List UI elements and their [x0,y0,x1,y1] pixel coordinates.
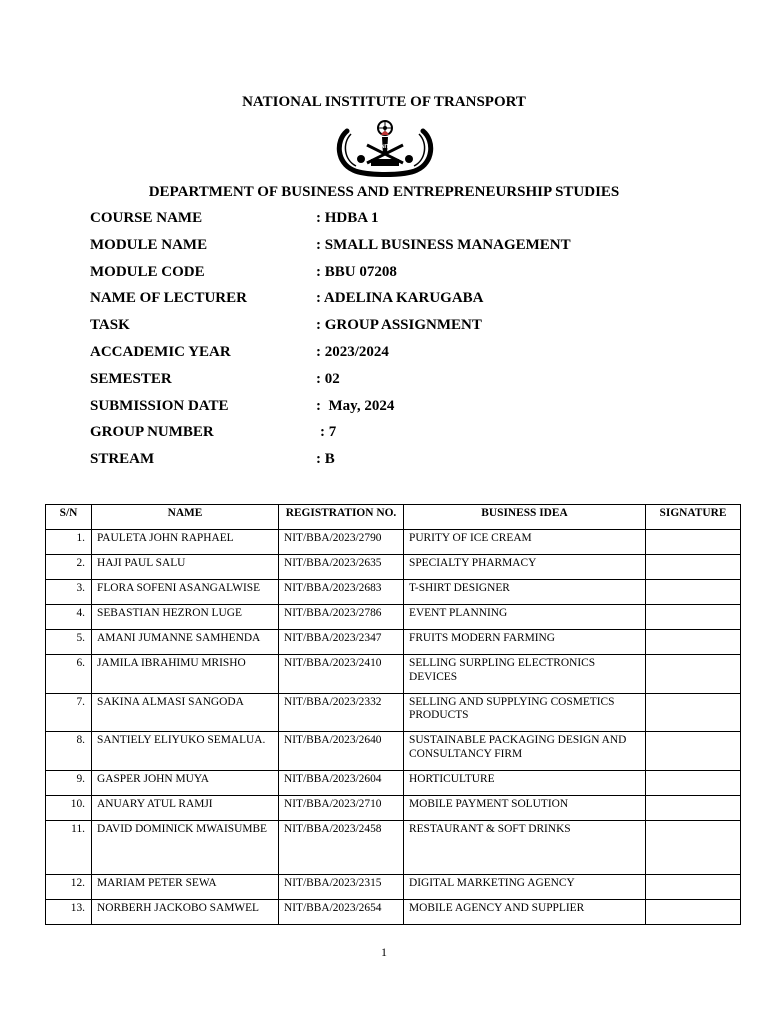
group-members-table [45,504,741,925]
cell-name: GASPER JOHN MUYA [92,770,279,795]
cell-registration: NIT/BBA/2023/2640 [279,732,404,771]
info-label: STREAM [90,451,155,468]
info-row-academic-year [90,344,690,371]
info-label: SUBMISSION DATE [90,397,229,414]
crest-lettering: NIT [380,144,390,150]
table-row [46,630,741,655]
cell-registration: NIT/BBA/2023/2710 [279,795,404,820]
cell-registration: NIT/BBA/2023/2786 [279,605,404,630]
cell-sn: 11. [46,820,92,874]
cell-registration: NIT/BBA/2023/2410 [279,655,404,694]
header-registration: REGISTRATION NO. [279,505,404,530]
cell-name: FLORA SOFENI ASANGALWISE [92,580,279,605]
cell-business-idea: MOBILE AGENCY AND SUPPLIER [404,899,646,924]
cell-signature [646,605,741,630]
cell-sn: 10. [46,795,92,820]
info-label: MODULE CODE [90,263,205,280]
cell-name: AMANI JUMANNE SAMHENDA [92,630,279,655]
table-row [46,770,741,795]
info-value: : 2023/2024 [316,343,389,360]
cell-registration: NIT/BBA/2023/2347 [279,630,404,655]
table-row [46,655,741,694]
header-business-idea: BUSINESS IDEA [404,505,646,530]
cell-signature [646,874,741,899]
cell-sn: 9. [46,770,92,795]
cell-sn: 2. [46,555,92,580]
info-label: COURSE NAME [90,210,203,226]
info-label: NAME OF LECTURER [90,290,247,307]
info-row-module-code [90,264,690,291]
header-name: NAME [92,505,279,530]
cell-signature [646,899,741,924]
cell-sn: 13. [46,899,92,924]
info-label: SEMESTER [90,370,172,387]
cell-signature [646,630,741,655]
cell-name: ANUARY ATUL RAMJI [92,795,279,820]
cell-sn: 6. [46,655,92,694]
cell-signature [646,770,741,795]
cell-name: DAVID DOMINICK MWAISUMBE [92,820,279,874]
cell-business-idea: T-SHIRT DESIGNER [404,580,646,605]
cell-business-idea: SELLING SURPLING ELECTRONICS DEVICES [404,655,646,694]
info-value: : HDBA 1 [316,210,379,226]
cell-business-idea: DIGITAL MARKETING AGENCY [404,874,646,899]
cell-registration: NIT/BBA/2023/2315 [279,874,404,899]
cell-signature [646,693,741,732]
department-title: DEPARTMENT OF BUSINESS AND ENTREPRENEURSHIP STUDIES [148,184,620,200]
info-row-stream [90,451,690,478]
cell-name: SAKINA ALMASI SANGODA [92,693,279,732]
info-row-task [90,317,690,344]
header-sn: S/N [46,505,92,530]
info-value: : GROUP ASSIGNMENT [316,317,482,334]
info-value: : 7 [320,424,337,441]
info-value: : BBU 07208 [316,263,397,280]
info-label: ACCADEMIC YEAR [90,343,231,360]
cell-registration: NIT/BBA/2023/2332 [279,693,404,732]
cell-signature [646,795,741,820]
cell-sn: 12. [46,874,92,899]
table-row [46,555,741,580]
info-value: : 02 [316,370,340,387]
info-row-lecturer [90,290,690,317]
cell-business-idea: HORTICULTURE [404,770,646,795]
cell-registration: NIT/BBA/2023/2458 [279,820,404,874]
cell-name: SEBASTIAN HEZRON LUGE [92,605,279,630]
page-number: 1 [381,945,387,959]
cell-name: SANTIELY ELIYUKO SEMALUA. [92,732,279,771]
cell-business-idea: FRUITS MODERN FARMING [404,630,646,655]
cell-business-idea: EVENT PLANNING [404,605,646,630]
info-row-semester [90,371,690,398]
info-row-course-name [90,210,690,237]
cell-name: PAULETA JOHN RAPHAEL [92,530,279,555]
table-row [46,820,741,874]
cell-signature [646,555,741,580]
cell-signature [646,580,741,605]
cell-sn: 7. [46,693,92,732]
cell-sn: 5. [46,630,92,655]
info-label: GROUP NUMBER [90,424,214,441]
table-header-row [46,505,741,530]
cell-sn: 8. [46,732,92,771]
table-row [46,530,741,555]
info-row-group-number [90,424,690,451]
cell-name: JAMILA IBRAHIMU MRISHO [92,655,279,694]
cell-registration: NIT/BBA/2023/2604 [279,770,404,795]
cell-registration: NIT/BBA/2023/2790 [279,530,404,555]
info-value: : B [316,451,335,468]
cell-registration: NIT/BBA/2023/2654 [279,899,404,924]
table-row [46,732,741,771]
cell-sn: 4. [46,605,92,630]
cell-business-idea: SELLING AND SUPPLYING COSMETICS PRODUCTS [404,693,646,732]
institution-title: NATIONAL INSTITUTE OF TRANSPORT [242,94,526,110]
info-value: : May, 2024 [316,397,395,414]
header-signature: SIGNATURE [646,505,741,530]
table-row [46,795,741,820]
cell-business-idea: PURITY OF ICE CREAM [404,530,646,555]
table-row [46,693,741,732]
table-row [46,580,741,605]
cell-business-idea: SUSTAINABLE PACKAGING DESIGN AND CONSULTANCY FIRM [404,732,646,771]
cell-sn: 3. [46,580,92,605]
course-info [90,210,690,478]
cell-signature [646,732,741,771]
info-label: TASK [90,317,130,334]
cell-sn: 1. [46,530,92,555]
cell-signature [646,530,741,555]
cell-name: NORBERH JACKOBO SAMWEL [92,899,279,924]
cell-business-idea: MOBILE PAYMENT SOLUTION [404,795,646,820]
info-row-module-name [90,237,690,264]
table-row [46,605,741,630]
cell-registration: NIT/BBA/2023/2683 [279,580,404,605]
cell-signature [646,655,741,694]
table-row [46,899,741,924]
info-label: MODULE NAME [90,236,208,253]
institution-crest-icon [331,119,439,177]
cell-signature [646,820,741,874]
cell-business-idea: RESTAURANT & SOFT DRINKS [404,820,646,874]
cell-registration: NIT/BBA/2023/2635 [279,555,404,580]
cell-business-idea: SPECIALTY PHARMACY [404,555,646,580]
info-value: : SMALL BUSINESS MANAGEMENT [316,236,571,253]
cell-name: MARIAM PETER SEWA [92,874,279,899]
info-value: : ADELINA KARUGABA [316,290,484,307]
cell-name: HAJI PAUL SALU [92,555,279,580]
table-row [46,874,741,899]
info-row-submission-date [90,398,690,425]
